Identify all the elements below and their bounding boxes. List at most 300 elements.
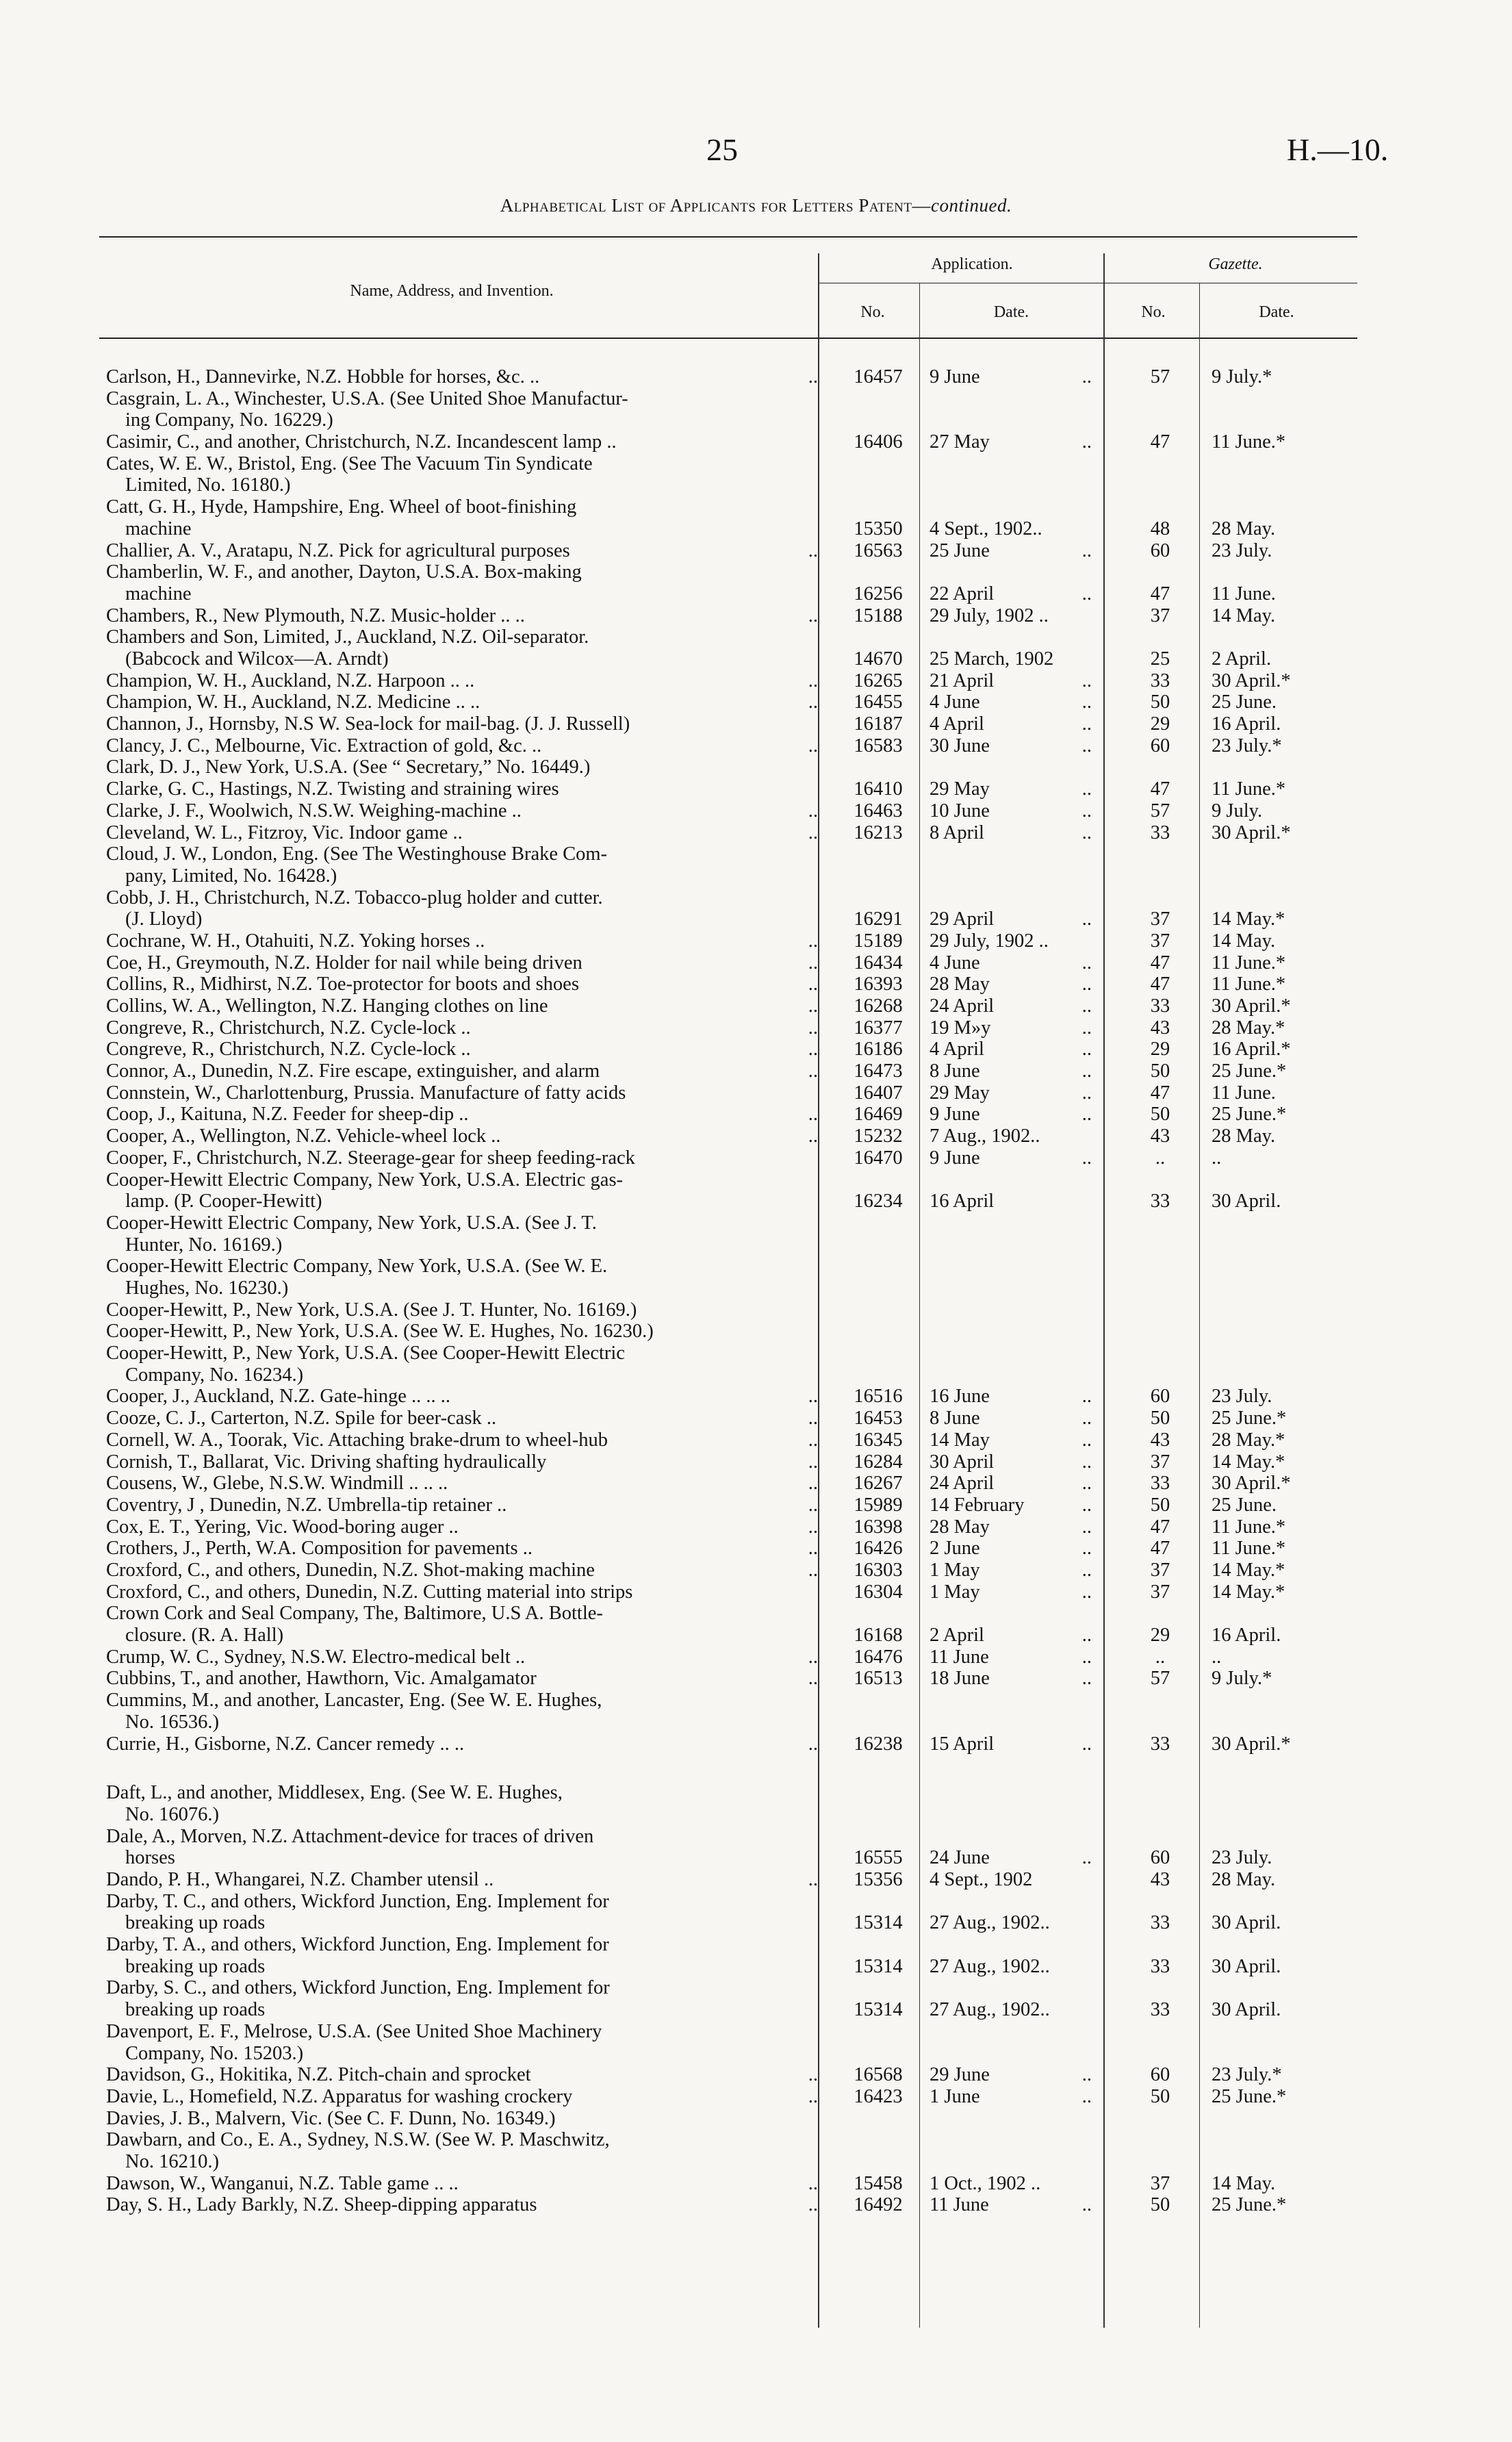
table-row	[0, 1891, 1512, 1934]
applicant-entry	[106, 1733, 818, 1755]
entry-line: horses	[125, 1847, 175, 1869]
application-number: 15350	[854, 518, 903, 539]
applicant-entry	[106, 1516, 818, 1538]
table-row	[0, 2194, 1512, 2216]
leader-dots: ..	[808, 1494, 818, 1516]
entry-line: ing Company, No. 16229.)	[125, 409, 333, 431]
leader-dots: ..	[1081, 1039, 1092, 1060]
entry-line: Champion, W. H., Auckland, N.Z. Harpoon .. ..	[106, 670, 475, 691]
gazette-date: 14 May.	[1212, 605, 1276, 626]
leader-dots: ..	[808, 1668, 818, 1690]
applicant-entry	[106, 1782, 818, 1825]
applicant-entry	[106, 1343, 818, 1386]
application-number: 16563	[854, 539, 903, 561]
entry-line: Company, No. 16234.)	[125, 1364, 304, 1386]
table-row	[0, 388, 1512, 431]
application-number: 16407	[854, 1082, 903, 1104]
gazette-number: 33	[1150, 1999, 1170, 2021]
entry-line: Cooper-Hewitt, P., New York, U.S.A. (See J. T. Hunter, No. 16169.)	[106, 1299, 637, 1321]
application-number: 16469	[854, 1104, 903, 1125]
entry-line: Cousens, W., Glebe, N.S.W. Windmill .. .. ..	[106, 1473, 448, 1495]
gazette-date: 14 May.*	[1212, 1451, 1285, 1473]
entry-line: Dale, A., Morven, N.Z. Attachment-device for traces of driven	[106, 1825, 594, 1847]
gazette-number: ..	[1155, 1147, 1166, 1169]
gazette-number: 29	[1150, 1625, 1170, 1646]
table-row	[0, 1668, 1512, 1690]
table-row	[0, 1782, 1512, 1825]
page-number: 25	[706, 132, 738, 167]
application-date: 16 June	[930, 1386, 990, 1408]
applicant-entry	[106, 822, 818, 844]
gazette-number: 47	[1150, 1516, 1170, 1538]
entry-line: Cobb, J. H., Christchurch, N.Z. Tobacco-plug holder and cutter.	[106, 887, 603, 908]
entry-line: Crown Cork and Seal Company, The, Baltimore, U.S A. Bottle-	[106, 1603, 603, 1625]
entry-line: Crump, W. C., Sydney, N.S.W. Electro-medical belt ..	[106, 1646, 526, 1668]
applicant-entry	[106, 887, 818, 930]
application-date: 4 April	[930, 713, 984, 735]
gazette-date: 9 July.*	[1212, 1668, 1272, 1690]
application-number: 16284	[854, 1451, 903, 1473]
application-date: 4 Sept., 1902..	[930, 518, 1042, 539]
gazette-date: 14 May.*	[1212, 1581, 1285, 1603]
applicant-entry	[106, 366, 818, 388]
table-row	[0, 496, 1512, 539]
gazette-date: 30 April.	[1212, 1912, 1281, 1934]
gazette-date: 30 April.*	[1212, 1473, 1291, 1495]
gazette-date: 30 April.	[1212, 1999, 1281, 2021]
application-number: 15189	[854, 930, 903, 952]
table-row	[0, 540, 1512, 562]
document-code: H.—10.	[1287, 132, 1389, 167]
gazette-date: 28 May.*	[1212, 1017, 1285, 1039]
application-date: 14 May	[930, 1429, 990, 1451]
leader-dots: ..	[1081, 1104, 1092, 1125]
gazette-date: 28 May.	[1212, 1868, 1276, 1890]
entry-line: breaking up roads	[125, 1999, 266, 2021]
gazette-number: 48	[1150, 518, 1170, 539]
entry-line: Cornell, W. A., Toorak, Vic. Attaching brake-drum to wheel-hub	[106, 1429, 608, 1451]
application-date: 4 April	[930, 1039, 984, 1060]
gazette-date: 23 July.	[1212, 1386, 1272, 1408]
gazette-date: 30 April.	[1212, 1955, 1281, 1977]
application-number: 16267	[854, 1473, 903, 1495]
leader-dots: ..	[1081, 974, 1092, 995]
entry-line: Connor, A., Dunedin, N.Z. Fire escape, extinguisher, and alarm	[106, 1060, 600, 1082]
application-number: 15458	[854, 2172, 903, 2194]
applicant-entry	[106, 2129, 818, 2172]
application-date: 24 June	[930, 1847, 990, 1869]
gazette-number: 33	[1150, 995, 1170, 1017]
leader-dots: ..	[1081, 1733, 1092, 1755]
applicant-entry	[106, 1408, 818, 1429]
table-row	[0, 1560, 1512, 1581]
table-row	[0, 1646, 1512, 1668]
gazette-date: 25 June.	[1212, 1494, 1277, 1516]
application-date: 9 June	[930, 366, 980, 387]
application-number: 16453	[854, 1408, 903, 1429]
column-header-name: Name, Address, and Invention.	[350, 282, 554, 300]
table-row	[0, 1451, 1512, 1473]
leader-dots: ..	[1081, 908, 1092, 930]
entry-line: closure. (R. A. Hall)	[125, 1625, 284, 1646]
applicant-entry	[106, 1429, 818, 1451]
table-row	[0, 561, 1512, 605]
gazette-date: 28 May.	[1212, 1125, 1276, 1147]
gazette-date: 11 June.	[1212, 1082, 1276, 1104]
entry-line: Company, No. 15203.)	[125, 2042, 304, 2064]
entry-line: Congreve, R., Christchurch, N.Z. Cycle-lock ..	[106, 1017, 471, 1039]
gazette-number: 33	[1150, 1955, 1170, 1977]
application-number: 16304	[854, 1581, 903, 1603]
applicant-entry	[106, 1212, 818, 1256]
leader-dots: ..	[808, 800, 818, 822]
application-number: 16568	[854, 2064, 903, 2086]
gazette-number: 37	[1150, 1559, 1170, 1581]
leader-dots: ..	[808, 952, 818, 974]
gazette-number: 60	[1150, 1386, 1170, 1408]
leader-dots: ..	[808, 2194, 818, 2216]
entry-line: Hughes, No. 16230.)	[125, 1277, 289, 1299]
applicant-entry	[106, 1104, 818, 1125]
entry-line: Collins, R., Midhirst, N.Z. Toe-protector for boots and shoes	[106, 974, 579, 995]
table-row	[0, 1343, 1512, 1386]
applicant-entry	[106, 626, 818, 670]
applicant-entry	[106, 1321, 818, 1343]
application-date: 24 April	[930, 995, 995, 1017]
gazette-number: 60	[1150, 539, 1170, 561]
page-header	[0, 131, 1512, 186]
application-date: 1 June	[930, 2085, 980, 2107]
application-date: 8 June	[930, 1060, 980, 1082]
table-row	[0, 626, 1512, 670]
application-date: 2 June	[930, 1538, 980, 1560]
application-date: 29 April	[930, 908, 995, 930]
applicant-entry	[106, 930, 818, 952]
application-number: 16303	[854, 1559, 903, 1581]
gazette-number: 47	[1150, 1082, 1170, 1104]
application-date: 11 June	[930, 1646, 989, 1668]
applicant-entry	[106, 1560, 818, 1581]
application-date: 27 Aug., 1902..	[930, 1912, 1050, 1934]
leader-dots: ..	[1081, 1473, 1092, 1495]
applicant-entry	[106, 1646, 818, 1668]
table-row	[0, 2108, 1512, 2130]
entry-line: Channon, J., Hornsby, N.S W. Sea-lock for mail-bag. (J. J. Russell)	[106, 713, 630, 735]
application-number: 16377	[854, 1017, 903, 1039]
application-number: 15232	[854, 1125, 903, 1147]
entry-line: Dando, P. H., Whangarei, N.Z. Chamber utensil ..	[106, 1868, 494, 1890]
table-row	[0, 1147, 1512, 1169]
leader-dots: ..	[1081, 822, 1092, 843]
gazette-date: 14 May.	[1212, 2172, 1276, 2194]
applicant-entry	[106, 735, 818, 757]
gazette-date: 25 June.*	[1212, 2085, 1287, 2107]
entry-line: Cooze, C. J., Carterton, N.Z. Spile for beer-cask ..	[106, 1408, 497, 1429]
table-row	[0, 952, 1512, 974]
applicant-entry	[106, 1977, 818, 2020]
applicant-entry	[106, 1082, 818, 1104]
gazette-date: 11 June.*	[1212, 1516, 1286, 1538]
entry-line: (J. Lloyd)	[125, 908, 203, 930]
applicant-entry	[106, 1386, 818, 1408]
application-number: 16434	[854, 952, 903, 974]
applicant-entry	[106, 1473, 818, 1495]
application-date: 1 Oct., 1902 ..	[930, 2172, 1041, 2194]
application-date: 16 April	[930, 1191, 995, 1212]
gazette-number: 50	[1150, 1408, 1170, 1429]
column-header-app-no: No.	[860, 303, 885, 321]
gazette-number: 37	[1150, 2172, 1170, 2194]
leader-dots: ..	[1081, 1516, 1092, 1538]
gazette-date: 14 May.	[1212, 930, 1276, 952]
application-number: 16426	[854, 1538, 903, 1560]
application-number: 16398	[854, 1516, 903, 1538]
leader-dots: ..	[1081, 995, 1092, 1017]
entry-line: Chambers, R., New Plymouth, N.Z. Music-holder .. ..	[106, 605, 525, 626]
gazette-date: 11 June.*	[1212, 952, 1286, 974]
entry-line: Cooper-Hewitt Electric Company, New York, U.S.A. Electric gas-	[106, 1169, 624, 1191]
leader-dots: ..	[1081, 713, 1092, 735]
leader-dots: ..	[808, 1451, 818, 1473]
applicant-entry	[106, 1169, 818, 1212]
table-row	[0, 1104, 1512, 1125]
entry-line: Congreve, R., Christchurch, N.Z. Cycle-lock ..	[106, 1039, 471, 1060]
gazette-number: 50	[1150, 2194, 1170, 2216]
application-date: 27 May	[930, 431, 990, 453]
application-number: 16457	[854, 366, 903, 387]
applicant-entry	[106, 1603, 818, 1646]
entry-line: Catt, G. H., Hyde, Hampshire, Eng. Wheel of boot-finishing	[106, 496, 577, 518]
leader-dots: ..	[1081, 1538, 1092, 1560]
table-row	[0, 735, 1512, 757]
gazette-number: 50	[1150, 1104, 1170, 1125]
gazette-date: 28 May.	[1212, 518, 1276, 539]
application-date: 1 May	[930, 1581, 980, 1603]
table-row	[0, 1039, 1512, 1060]
application-date: 9 June	[930, 1104, 980, 1125]
application-number: 16393	[854, 974, 903, 995]
table-row	[0, 822, 1512, 844]
entry-line: Davies, J. B., Malvern, Vic. (See C. F. Dunn, No. 16349.)	[106, 2107, 556, 2129]
gazette-number: 37	[1150, 605, 1170, 626]
leader-dots: ..	[1081, 1429, 1092, 1451]
application-date: 22 April	[930, 583, 995, 605]
application-number: 16513	[854, 1668, 903, 1690]
applicant-entry	[106, 1690, 818, 1733]
table-row	[0, 930, 1512, 952]
gazette-number: 47	[1150, 1538, 1170, 1560]
entry-line: Carlson, H., Dannevirke, N.Z. Hobble for horses, &c. ..	[106, 366, 540, 387]
application-date: 7 Aug., 1902..	[930, 1125, 1040, 1147]
applicant-entry	[106, 756, 818, 778]
gazette-date: 25 June.*	[1212, 1104, 1287, 1125]
table-row	[0, 1408, 1512, 1429]
leader-dots: ..	[1081, 1494, 1092, 1516]
gazette-number: 29	[1150, 713, 1170, 735]
entry-line: Limited, No. 16180.)	[125, 474, 291, 496]
entry-line: (Babcock and Wilcox—A. Arndt)	[125, 648, 389, 670]
leader-dots: ..	[1081, 2194, 1092, 2216]
entry-line: lamp. (P. Cooper-Hewitt)	[125, 1191, 322, 1212]
gazette-date: 16 April.	[1212, 713, 1281, 735]
applicant-entry	[106, 2064, 818, 2086]
gazette-date: 30 April.*	[1212, 822, 1291, 843]
applicant-entry	[106, 1934, 818, 1977]
application-number: 15989	[854, 1494, 903, 1516]
table-row	[0, 1060, 1512, 1082]
application-date: 11 June	[930, 2194, 989, 2216]
table-row	[0, 1869, 1512, 1891]
gazette-number: 25	[1150, 648, 1170, 670]
table-row	[0, 366, 1512, 388]
table-row	[0, 1321, 1512, 1343]
applicant-entry	[106, 1299, 818, 1321]
leader-dots: ..	[1081, 1625, 1092, 1646]
gazette-date: 30 April.*	[1212, 995, 1291, 1017]
application-number: 16470	[854, 1147, 903, 1169]
leader-dots: ..	[1081, 2085, 1092, 2107]
table-row	[0, 2064, 1512, 2086]
entry-line: Challier, A. V., Aratapu, N.Z. Pick for agricultural purposes	[106, 539, 570, 561]
entry-line: Davidson, G., Hokitika, N.Z. Pitch-chain and sprocket	[106, 2064, 531, 2086]
gazette-date: 16 April.*	[1212, 1039, 1291, 1060]
column-header-app-date: Date.	[993, 303, 1029, 321]
entry-line: Collins, W. A., Wellington, N.Z. Hanging clothes on line	[106, 995, 548, 1017]
applicant-entry	[106, 670, 818, 692]
entry-line: Cooper, A., Wellington, N.Z. Vehicle-wheel lock ..	[106, 1125, 501, 1147]
entry-line: Day, S. H., Lady Barkly, N.Z. Sheep-dipping apparatus	[106, 2194, 537, 2216]
gazette-date: 11 June.*	[1212, 974, 1286, 995]
leader-dots: ..	[808, 1473, 818, 1495]
application-date: 30 April	[930, 1451, 995, 1473]
gazette-date: 23 July.*	[1212, 735, 1282, 756]
entry-line: breaking up roads	[125, 1955, 266, 1977]
application-number: 15356	[854, 1868, 903, 1890]
application-number: 16476	[854, 1646, 903, 1668]
entry-line: Casimir, C., and another, Christchurch, N.Z. Incandescent lamp ..	[106, 431, 617, 453]
applicant-entry	[106, 1891, 818, 1934]
table-row	[0, 1386, 1512, 1408]
table-row	[0, 1733, 1512, 1755]
applicant-entry	[106, 1256, 818, 1299]
page-subtitle	[0, 195, 1512, 216]
column-header-gaz-no: No.	[1141, 303, 1166, 321]
application-number: 16168	[854, 1625, 903, 1646]
gazette-date: 25 June.*	[1212, 2194, 1287, 2216]
application-number: 15314	[854, 1999, 903, 2021]
leader-dots: ..	[1081, 2064, 1092, 2086]
gazette-number: 60	[1150, 2064, 1170, 2086]
table-row	[0, 1495, 1512, 1516]
table-row	[0, 995, 1512, 1017]
gazette-number: 60	[1150, 735, 1170, 756]
table-row	[0, 605, 1512, 627]
application-number: 16492	[854, 2194, 903, 2216]
application-number: 16455	[854, 691, 903, 713]
leader-dots: ..	[808, 2085, 818, 2107]
table-row	[0, 1429, 1512, 1451]
gazette-date: 2 April.	[1212, 648, 1272, 670]
applicant-entry	[106, 1039, 818, 1060]
application-number: 14670	[854, 648, 903, 670]
gazette-number: 47	[1150, 778, 1170, 800]
applicant-entry	[106, 605, 818, 627]
leader-dots: ..	[808, 1104, 818, 1125]
entry-line: Dawbarn, and Co., E. A., Sydney, N.S.W. (See W. P. Maschwitz,	[106, 2129, 610, 2151]
applicant-entry	[106, 974, 818, 995]
application-date: 19 M»y	[930, 1017, 991, 1039]
entry-line: Cooper, J., Auckland, N.Z. Gate-hinge .. .. ..	[106, 1386, 451, 1408]
entry-line: Cooper-Hewitt Electric Company, New York, U.S.A. (See J. T.	[106, 1212, 597, 1234]
entry-line: Coop, J., Kaituna, N.Z. Feeder for sheep-dip ..	[106, 1104, 469, 1125]
leader-dots: ..	[1081, 778, 1092, 800]
gazette-number: 33	[1150, 822, 1170, 843]
leader-dots: ..	[808, 1039, 818, 1060]
table-row	[0, 1690, 1512, 1733]
gazette-number: 33	[1150, 670, 1170, 691]
leader-dots: ..	[808, 1646, 818, 1668]
applicant-entry	[106, 496, 818, 539]
application-date: 29 July, 1902 ..	[930, 605, 1049, 626]
gazette-number: 37	[1150, 930, 1170, 952]
table-row	[0, 1212, 1512, 1256]
gazette-number: 33	[1150, 1191, 1170, 1212]
application-date: 24 April	[930, 1473, 995, 1495]
applicant-entry	[106, 561, 818, 605]
entry-line: Darby, S. C., and others, Wickford Junction, Eng. Implement for	[106, 1977, 610, 1999]
application-number: 16410	[854, 778, 903, 800]
entry-line: No. 16210.)	[125, 2151, 219, 2172]
section-gap	[0, 1755, 1512, 1782]
application-date: 29 May	[930, 778, 990, 800]
applicant-entry	[106, 1495, 818, 1516]
leader-dots: ..	[1081, 1668, 1092, 1690]
table-row	[0, 1082, 1512, 1104]
application-date: 14 February	[930, 1494, 1025, 1516]
applicant-entry	[106, 453, 818, 496]
table-row	[0, 431, 1512, 453]
leader-dots: ..	[808, 2172, 818, 2194]
entry-line: Cates, W. E. W., Bristol, Eng. (See The Vacuum Tin Syndicate	[106, 453, 593, 474]
applicant-entry	[106, 2173, 818, 2195]
applicant-entry	[106, 952, 818, 974]
leader-dots: ..	[1081, 691, 1092, 713]
entry-line: Cloud, J. W., London, Eng. (See The Westinghouse Brake Com-	[106, 843, 608, 865]
leader-dots: ..	[808, 2064, 818, 2086]
gazette-number: 60	[1150, 1847, 1170, 1869]
application-date: 29 July, 1902 ..	[930, 930, 1049, 952]
application-number: 16234	[854, 1191, 903, 1212]
entry-line: Cubbins, T., and another, Hawthorn, Vic. Amalgamator	[106, 1668, 537, 1690]
gazette-date: 11 June.*	[1212, 431, 1286, 453]
application-number: 16345	[854, 1429, 903, 1451]
entry-line: Davenport, E. F., Melrose, U.S.A. (See United Shoe Machinery	[106, 2020, 602, 2042]
entry-line: Cleveland, W. L., Fitzroy, Vic. Indoor game ..	[106, 822, 463, 843]
leader-dots: ..	[1081, 1646, 1092, 1668]
entry-line: Cummins, M., and another, Lancaster, Eng. (See W. E. Hughes,	[106, 1690, 602, 1712]
gazette-number: 47	[1150, 583, 1170, 605]
table-row	[0, 1516, 1512, 1538]
table-row	[0, 2173, 1512, 2195]
leader-dots: ..	[1081, 670, 1092, 691]
leader-dots: ..	[1081, 1408, 1092, 1429]
application-date: 18 June	[930, 1668, 990, 1690]
table-row	[0, 1299, 1512, 1321]
entry-line: No. 16076.)	[125, 1803, 219, 1825]
table-row	[0, 1934, 1512, 1977]
application-date: 25 June	[930, 539, 990, 561]
gazette-number: 37	[1150, 1451, 1170, 1473]
